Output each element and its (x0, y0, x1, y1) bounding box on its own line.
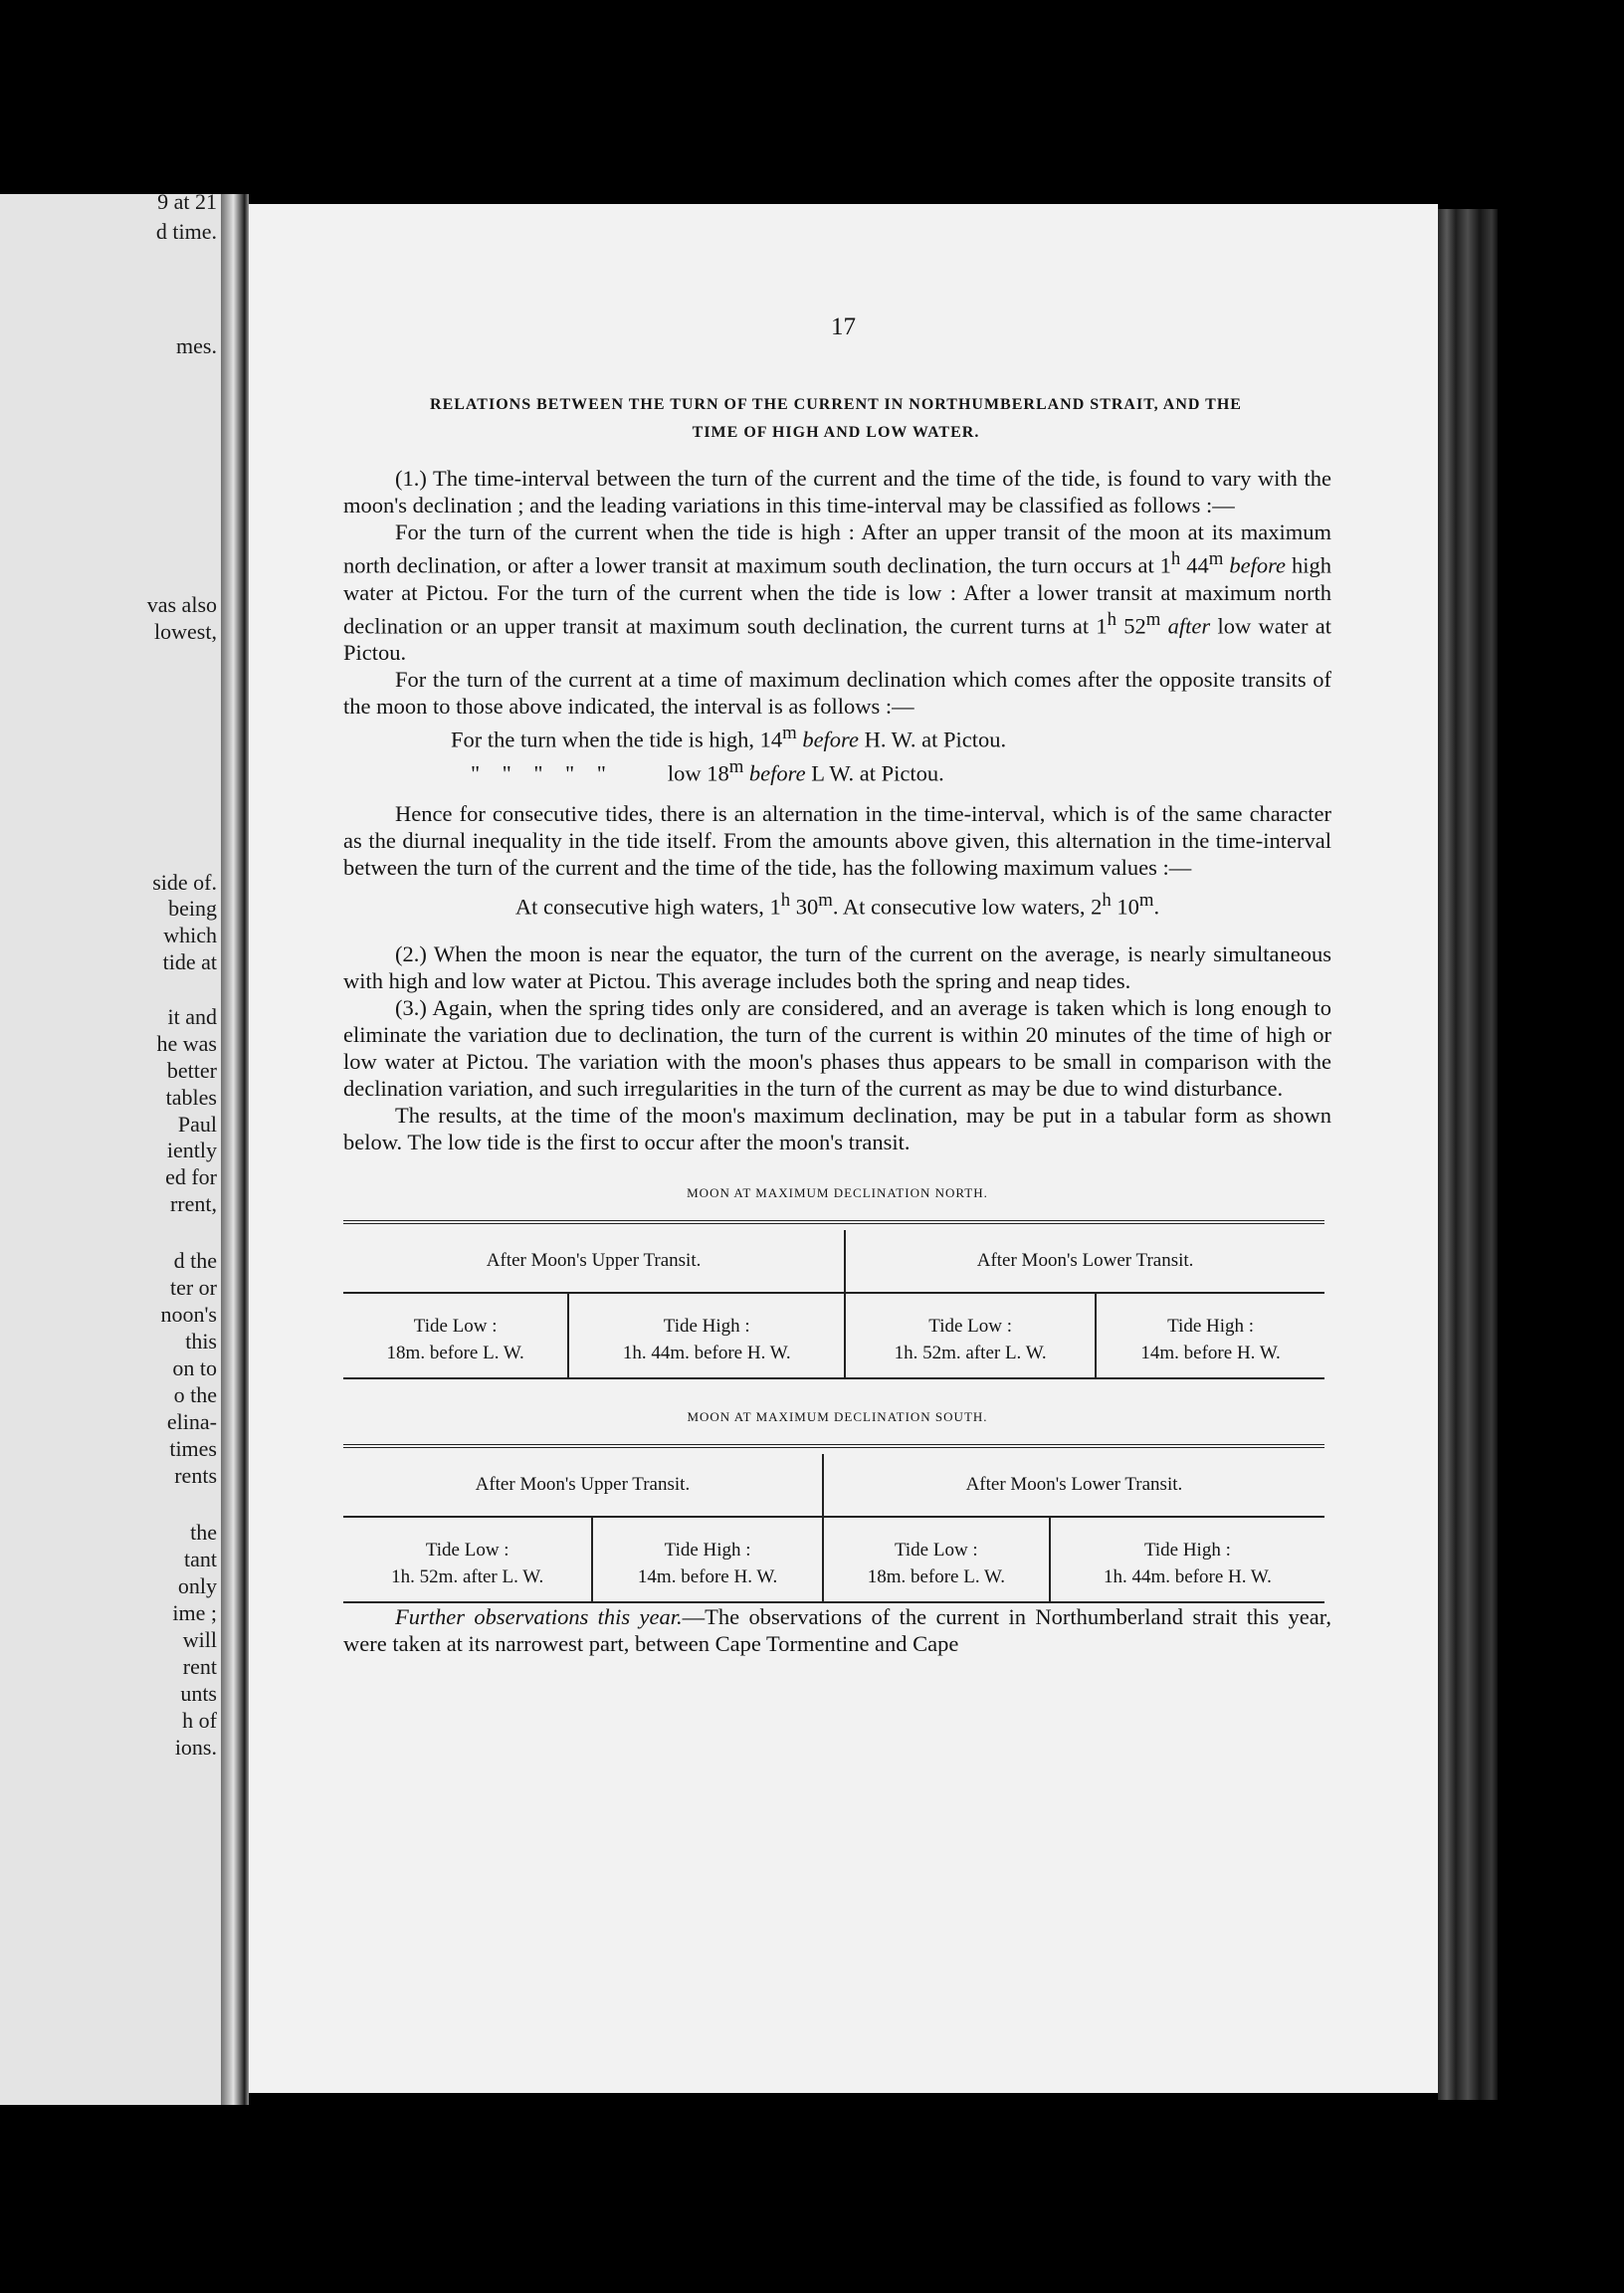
left-page-line: ter or (169, 1275, 217, 1300)
further-observations-paragraph: Further observations this year.—The observations of the current in Northumberland strait this year, were taken at its narrowest part, between Cape Tormentine and Cape (343, 1603, 1331, 1656)
paragraph-5: (2.) When the moon is near the equator, the turn of the current on the average, is nearly simultaneous with high and low water at Pictou. This average includes both the spring and neap tides. (343, 940, 1331, 993)
left-page-line: tant (184, 1547, 217, 1571)
table-north (343, 1220, 1324, 1379)
left-page-line: only (177, 1573, 217, 1598)
page-number: 17 (831, 313, 856, 340)
left-page-line: 9 at 21 (157, 194, 217, 214)
left-page-line: tables (165, 1085, 217, 1110)
left-page-line: lowest, (154, 619, 217, 644)
left-page-line: unts (180, 1681, 217, 1706)
left-page-line: noon's (160, 1302, 217, 1327)
left-page-line: iently (166, 1138, 217, 1162)
left-page-line: side of. (152, 870, 217, 895)
left-page-line: vas also (146, 592, 217, 617)
left-page-line: rrent, (169, 1191, 217, 1216)
cell-label: Tide High : (1096, 1293, 1324, 1340)
upper-transit-header: After Moon's Upper Transit. (343, 1454, 823, 1517)
cell-label: Tide Low : (845, 1293, 1096, 1340)
cell-label: Tide Low : (823, 1517, 1050, 1563)
left-page-line: on to (172, 1355, 217, 1380)
interval-low-line: " " " " " low 18$^m$ before L W. at Pictou. (471, 755, 944, 785)
paragraph-3: For the turn of the current at a time of maximum declination which comes after the opposite transits of the moon to those above indicated, the interval is as follows :— (343, 667, 1331, 719)
left-page (0, 194, 227, 2105)
paragraph-2: For the turn of the current when the tide is high : After an upper transit of the moon at its maximum north declination, or after a lower transit at maximum south declination, the turn occurs at 1$^h$ 44$^m$ before high water at Pictou. For the turn of the current when the tide is low : After a lower transit at maximum north declination or an upper transit at maximum south declination, the current turns at 1$^h$ 52$^m$ after low water at Pictou. (343, 520, 1331, 665)
cell-value: 1h. 44m. before H. W. (568, 1340, 845, 1378)
cell-label: Tide High : (592, 1517, 822, 1563)
section-heading (338, 391, 1333, 447)
heading-line-1: RELATIONS BETWEEN THE TURN OF THE CURRENT IN NORTHUMBERLAND STRAIT, AND THE (430, 396, 1242, 413)
cell-label: Tide High : (568, 1293, 845, 1340)
left-page-line: it and (167, 1004, 217, 1029)
lower-transit-header: After Moon's Lower Transit. (845, 1230, 1324, 1293)
left-page-line: times (169, 1436, 217, 1461)
body-text (343, 465, 1331, 1657)
left-page-line: mes. (176, 333, 217, 358)
book-spine (221, 194, 249, 2105)
paragraph-6: (3.) Again, when the spring tides only are considered, and an average is taken which is long enough to eliminate the variation due to declination, the turn of the current is within 20 minutes of the time of high or low water at Pictou. The variation with the moon's phases thus appears to be small in comparison with the declination variation, and such irregularities in the turn of the current as may be due to wind disturbance. (343, 994, 1331, 1101)
lower-transit-header: After Moon's Lower Transit. (823, 1454, 1324, 1517)
left-page-line: Paul (177, 1112, 217, 1137)
table-south (343, 1444, 1324, 1603)
cell-label: Tide High : (1050, 1517, 1324, 1563)
left-page-line: d time. (155, 219, 217, 244)
left-page-line: h of (182, 1708, 217, 1733)
left-page-line: rents (174, 1463, 217, 1488)
left-page-line: better (166, 1058, 217, 1083)
paragraph-4: Hence for consecutive tides, there is an alternation in the time-interval, which is of the same character as the diurnal inequality in the tide itself. From the amounts above given, this alternation in the time-interval between the turn of the current and the time of the tide, has the following maximum values :— (343, 801, 1331, 880)
max-values-line: At consecutive high waters, 1$^h$ 30$^m$. At consecutive low waters, 2$^h$ 10$^m$. (514, 890, 1160, 920)
left-page-line: ime ; (172, 1600, 217, 1625)
right-page (249, 204, 1438, 2093)
paragraph-7: The results, at the time of the moon's maximum declination, may be put in a tabular form as shown below. The low tide is the first to occur after the moon's transit. (343, 1102, 1331, 1154)
cell-value: 1h. 52m. after L. W. (343, 1563, 592, 1602)
left-page-line: he was (156, 1031, 217, 1056)
table-north-title: MOON AT MAXIMUM DECLINATION NORTH. (687, 1184, 988, 1200)
cell-value: 1h. 52m. after L. W. (845, 1340, 1096, 1378)
left-page-line: will (182, 1627, 217, 1652)
interval-high-line: For the turn when the tide is high, 14$^m$ before H. W. at Pictou. (451, 723, 1007, 752)
left-page-line: ed for (165, 1164, 217, 1189)
left-page-line: being (168, 896, 217, 921)
left-page-line: which (163, 923, 217, 947)
cell-value: 18m. before L. W. (823, 1563, 1050, 1602)
table-south-title: MOON AT MAXIMUM DECLINATION SOUTH. (687, 1408, 988, 1424)
left-page-line: this (185, 1329, 217, 1354)
left-page-line: rent (182, 1654, 217, 1679)
heading-line-2: TIME OF HIGH AND LOW WATER. (692, 424, 980, 441)
cell-value: 14m. before H. W. (1096, 1340, 1324, 1378)
left-page-line: ions. (174, 1735, 217, 1760)
left-page-line: elina- (166, 1409, 217, 1434)
left-page-line: d the (173, 1248, 217, 1273)
left-page-line: o the (173, 1382, 217, 1407)
page-edges (1438, 209, 1498, 2100)
cell-label: Tide Low : (413, 1315, 498, 1337)
cell-label: Tide Low : (425, 1539, 509, 1561)
left-page-line: the (190, 1520, 217, 1545)
paragraph-1: (1.) The time-interval between the turn of the current and the time of the tide, is found to vary with the moon's declination ; and the leading variations in this time-interval may be classified as follows :— (343, 466, 1331, 518)
cell-value: 18m. before L. W. (343, 1340, 568, 1378)
left-page-line: tide at (162, 949, 217, 974)
upper-transit-header: After Moon's Upper Transit. (343, 1230, 845, 1293)
cell-value: 14m. before H. W. (592, 1563, 822, 1602)
cell-value: 1h. 44m. before H. W. (1050, 1563, 1324, 1602)
